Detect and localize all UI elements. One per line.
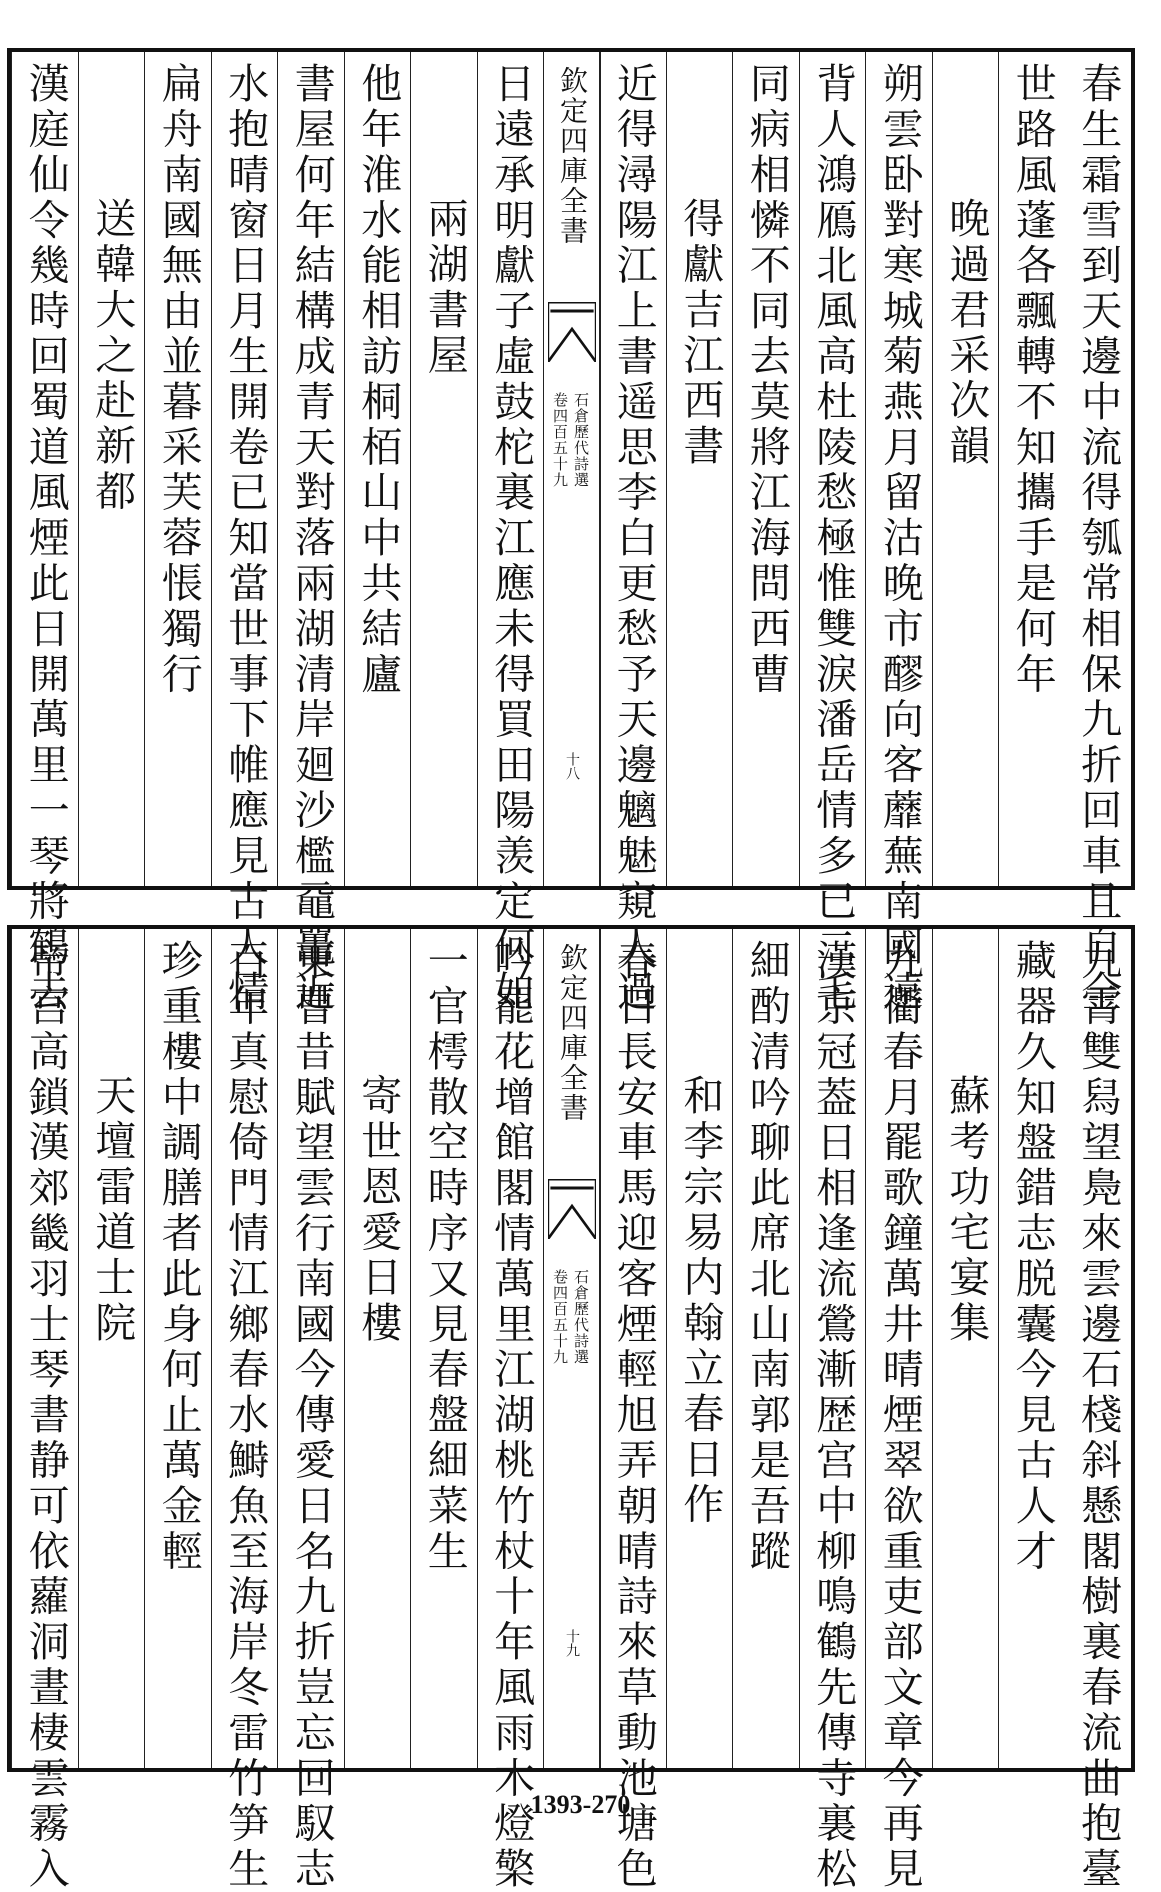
- verse-line: 扁舟南國無由並暮采芙蓉悵獨行: [154, 62, 203, 698]
- verse-line: 朔雲卧對寒城菊燕月留沽晚市醪向客蘼蕪南國遠: [875, 62, 924, 1016]
- book-title: 欽定四庫全書: [556, 66, 589, 246]
- text-column: [277, 929, 345, 1892]
- text-column: [344, 52, 412, 886]
- poem-title: 寄世恩愛日樓: [354, 1074, 403, 1347]
- verse-line: 九衢春月罷歌鐘萬井晴煙翠欲重吏部文章今再見: [875, 939, 924, 1892]
- text-column: [144, 929, 212, 1768]
- verse-line: 珍重樓中調膳者此身何止萬金輕: [154, 939, 203, 1575]
- text-column: [1065, 52, 1132, 1016]
- page-gutter: [543, 929, 601, 1768]
- verse-line: 東曹昔賦望雲行南國今傳愛日名九折豈忘回馭志: [287, 939, 336, 1892]
- poem-title-column: [78, 52, 146, 886]
- text-column: [477, 52, 545, 1016]
- text-column: [732, 52, 800, 886]
- poem-title: 得獻吉江西書: [676, 197, 725, 470]
- verse-line: 背人鴻鴈北風高杜陵愁極惟雙淚潘岳情多已二毛: [809, 62, 858, 1016]
- text-column: [211, 929, 279, 1892]
- fishtail-ornament: [548, 302, 596, 362]
- poem-title: 天壇雷道士院: [88, 1074, 137, 1347]
- poem-title: 兩湖書屋: [420, 197, 469, 379]
- anthology-title: 石倉歷代詩選: [572, 392, 590, 488]
- book-title: 欽定四庫全書: [556, 943, 589, 1123]
- volume-number: 卷四百五十九: [551, 1269, 569, 1365]
- verse-line: 吟罷花增館閣情萬里江湖桃竹杖十年風雨木燈檠: [487, 939, 536, 1892]
- leaf-number: 十九: [564, 1629, 580, 1657]
- text-column: [599, 52, 667, 1016]
- verse-line: 春日長安車馬迎客煙輕旭弄朝晴詩來草動池塘色: [609, 939, 658, 1892]
- poem-title-column: [932, 929, 1000, 1768]
- verse-line: 世路風蓬各飄轉不知攜手是何年: [1008, 62, 1057, 698]
- text-column: [998, 929, 1066, 1768]
- text-column: [410, 929, 478, 1768]
- poem-title-column: [932, 52, 1000, 886]
- verse-line: 一官樗散空時序又見春盤細菜生: [420, 939, 469, 1575]
- page-number: 1393-270: [530, 1790, 631, 1819]
- text-column: [865, 929, 933, 1892]
- text-column: [11, 52, 79, 1016]
- verse-line: 書屋何年結構成青天對落兩湖清岸廻沙檻黿鼉近: [287, 62, 336, 1016]
- verse-line: 九霄雙舄望鳧來雲邊石棧斜懸閣樹裏春流曲抱臺: [1074, 939, 1123, 1892]
- text-column: [998, 52, 1066, 886]
- text-column: [144, 52, 212, 886]
- verse-line: 同病相憐不同去莫將江海問西曹: [742, 62, 791, 698]
- text-column: [799, 52, 867, 1016]
- verse-line: 漢庭仙令幾時回蜀道風煙此日開萬里一琴將鶴去: [21, 62, 70, 1016]
- text-column: [277, 52, 345, 1016]
- anthology-title: 石倉歷代詩選: [572, 1269, 590, 1365]
- leaf-number: 十八: [564, 752, 580, 780]
- text-column: [211, 52, 279, 1016]
- text-column: [11, 929, 79, 1892]
- verse-line: 春生霜雪到天邊中流得瓠常相保九折回車且自全: [1074, 62, 1123, 1016]
- poem-title-column: [344, 929, 412, 1768]
- poem-title: 和李宗易内翰立春日作: [676, 1074, 725, 1528]
- poem-title: 蘇考功宅宴集: [942, 1074, 991, 1347]
- verse-line: 帝宫高鎖漢郊畿羽士琴書静可依蘿洞晝棲雲霧入: [21, 939, 70, 1892]
- text-column: [477, 929, 545, 1892]
- verse-line: 細酌清吟聊此席北山南郭是吾蹤: [742, 939, 791, 1575]
- top-page: [7, 48, 1135, 1016]
- poem-title: 送韓大之赴新都: [88, 197, 137, 515]
- verse-line: 近得潯陽江上書遥思李白更愁予天邊魑魅窺人過: [609, 62, 658, 1016]
- poem-title-column: [410, 52, 478, 886]
- verse-line: 水抱晴窗日月生開卷已知當世事下帷應見古人情: [221, 62, 270, 1016]
- verse-line: 漢京冠葢日相逢流鶯漸歴宫中柳鳴鶴先傳寺裏松: [809, 939, 858, 1892]
- text-column: [865, 52, 933, 1016]
- volume-number: 卷四百五十九: [551, 392, 569, 488]
- poem-title-column: [78, 929, 146, 1768]
- text-column: [732, 929, 800, 1768]
- poem-title: 晚過君采次韻: [942, 197, 991, 470]
- poem-title-column: [666, 929, 734, 1768]
- page-gutter: [543, 52, 601, 886]
- text-column: [599, 929, 667, 1892]
- poem-title-column: [666, 52, 734, 886]
- verse-line: 他年淮水能相訪桐栢山中共結廬: [354, 62, 403, 698]
- verse-line: 百年真慰倚門情江鄉春水鰣魚至海岸冬雷竹笋生: [221, 939, 270, 1892]
- fishtail-ornament: [548, 1179, 596, 1239]
- verse-line: 藏器久知盤錯志脱囊今見古人才: [1008, 939, 1057, 1575]
- text-column: [799, 929, 867, 1892]
- text-column: [1065, 929, 1132, 1892]
- verse-line: 日遠承明獻子虛鼓柁裏江應未得買田陽羡定何如: [487, 62, 536, 1016]
